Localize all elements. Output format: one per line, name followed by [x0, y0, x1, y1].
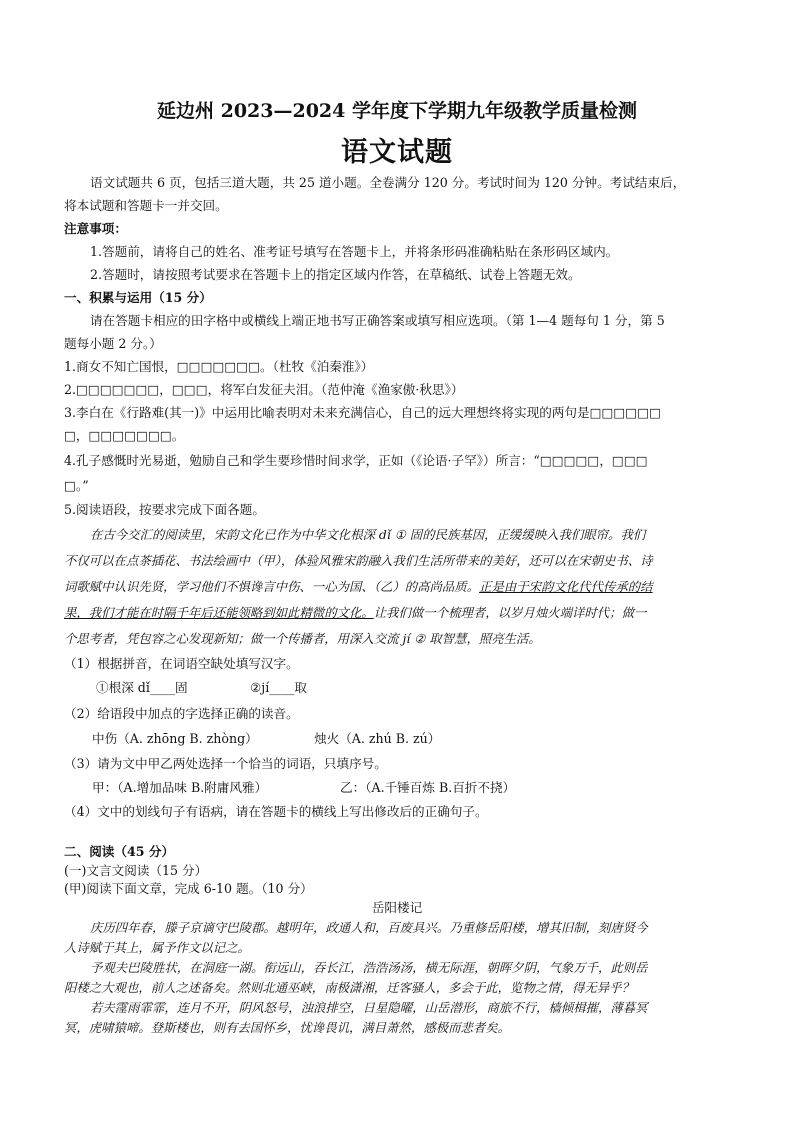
classical-reading-heading: (一)文言文阅读（15 分）: [64, 863, 208, 878]
notice-heading: 注意事项：: [64, 221, 127, 236]
sub-question-1: （1）根据拼音，在词语空缺处填写汉字。: [64, 656, 299, 671]
notice-item-2: 2.答题时，请按照考试要求在答题卡上的指定区域内作答，在草稿纸、试卷上答题无效。: [90, 267, 581, 282]
sub-question-3: （3）请为文中甲乙两处选择一个恰当的词语，只填序号。: [64, 756, 387, 771]
passage-line-3: [64, 578, 653, 596]
question-3-line-2: □，□□□□□□□。: [64, 428, 185, 443]
sub-question-2a: 中伤（A. zhōng B. zhòng）: [92, 731, 258, 746]
notice-item-1: 1.答题前，请将自己的姓名、准考证号填写在答题卡上，并将条形码准确粘贴在条形码区域内。: [90, 244, 619, 259]
question-3-line-1: 3.李白在《行路难(其一)》中运用比喻表明对未来充满信心，自己的远大理想终将实现的两句是□□□□□□: [64, 405, 661, 420]
question-4-line-2: □。”: [64, 478, 89, 493]
sub-question-3a: 甲：（A.增加品味 B.附庸风雅）: [92, 780, 268, 795]
essay-p1-line-1: 庆历四年春，滕子京谪守巴陵郡。越明年，政通人和，百废具兴。乃重修岳阳楼，增其旧制，刻唐贤今: [90, 920, 648, 935]
essay-title: 岳阳楼记: [371, 900, 423, 915]
passage-line-2: 不仅可以在点茶插花、书法绘画中（甲），体验风雅宋韵融入我们生活所带来的美好，还可以在宋朝史书、诗: [64, 553, 653, 568]
essay-p1-line-2: 人诗赋于其上，属予作文以记之。: [64, 940, 250, 955]
passage-line-4: [64, 604, 646, 622]
underlined-sentence-part-2: 果，我们才能在时隔千年后还能领略到如此精微的文化。: [64, 605, 374, 620]
intro-line-2: 将本试题和答题卡一并交回。: [64, 198, 228, 213]
sub-question-1b: ②jí____取: [250, 680, 308, 695]
essay-p3-line-1: 若夫霪雨霏霏，连月不开，阴风怒号，浊浪排空，日星隐曜，山岳潜形，商旅不行，樯倾楫摧，薄暮冥: [90, 1000, 648, 1015]
sub-question-2b: 烛火（A. zhú B. zú）: [314, 731, 441, 746]
section1-heading: 一、积累与运用（15 分）: [64, 290, 212, 305]
passage-line-1: 在古今交汇的阅读里，宋韵文化已作为中华文化根深 dǐ ① 固的民族基因，正缓缓映入我们眼帘。我们: [90, 527, 646, 542]
sub-question-2: （2）给语段中加点的字选择正确的读音。: [64, 706, 299, 721]
question-4-line-1: 4.孔子感慨时光易逝，勉励自己和学生要珍惜时间求学，正如（《论语·子罕》）所言：“□□□□□，□□□: [64, 453, 648, 468]
intro-line-1: 语文试题共 6 页，包括三道大题，共 25 道小题。全卷满分 120 分。考试时间为 120 分钟。考试结束后，: [90, 175, 686, 190]
reading-a-instruction: (甲)阅读下面文章，完成 6-10 题。（10 分）: [64, 881, 313, 896]
exam-title: 延边州 2023—2024 学年度下学期九年级教学质量检测: [157, 100, 637, 122]
question-5: 5.阅读语段，按要求完成下面各题。: [64, 502, 265, 517]
question-2: 2.□□□□□□□，□□□，将军白发征夫泪。（范仲淹《渔家傲·秋思》）: [64, 382, 464, 397]
underlined-sentence-part-1: 正是由于宋韵文化代代传承的结: [479, 579, 653, 594]
sub-question-1a: ①根深 dǐ____固: [96, 680, 188, 695]
passage-line-4-text: 让我们做一个梳理者，以岁月烛火端详时代；做一: [373, 605, 647, 620]
essay-p2-line-1: 予观夫巴陵胜状，在洞庭一湖。衔远山，吞长江，浩浩汤汤，横无际涯，朝晖夕阴，气象万千，此则岳: [90, 960, 648, 975]
essay-p2-line-2: 阳楼之大观也，前人之述备矣。然则北通巫峡，南极潇湘，迁客骚人，多会于此，览物之情，得无异乎？: [64, 980, 634, 995]
exam-subtitle: 语文试题: [341, 137, 453, 168]
section2-heading: 二、阅读（45 分）: [64, 844, 175, 859]
sub-question-4: （4）文中的划线句子有语病，请在答题卡的横线上写出修改后的正确句子。: [64, 804, 488, 819]
section1-instruction-2: 题每小题 2 分。）: [64, 336, 162, 351]
passage-line-5: 个思考者，凭包容之心发现新知；做一个传播者，用深入交流 jí ② 取智慧，照亮生活。: [64, 631, 541, 646]
section1-instruction-1: 请在答题卡相应的田字格中或横线上端正地书写正确答案或填写相应选项。（第 1—4 题每句 1 分，第 5: [90, 313, 665, 328]
question-1: 1.商女不知亡国恨，□□□□□□□。（杜牧《泊秦淮》）: [64, 359, 374, 374]
passage-line-3-text: 词歌赋中认识先贤，学习他们不惧谗言中伤、一心为国、（乙）的高尚品质。: [64, 579, 480, 594]
essay-p3-line-2: 冥，虎啸猿啼。登斯楼也，则有去国怀乡，忧谗畏讥，满目萧然，感极而悲者矣。: [64, 1020, 511, 1035]
sub-question-3b: 乙：（A.千锤百炼 B.百折不挠）: [340, 780, 516, 795]
